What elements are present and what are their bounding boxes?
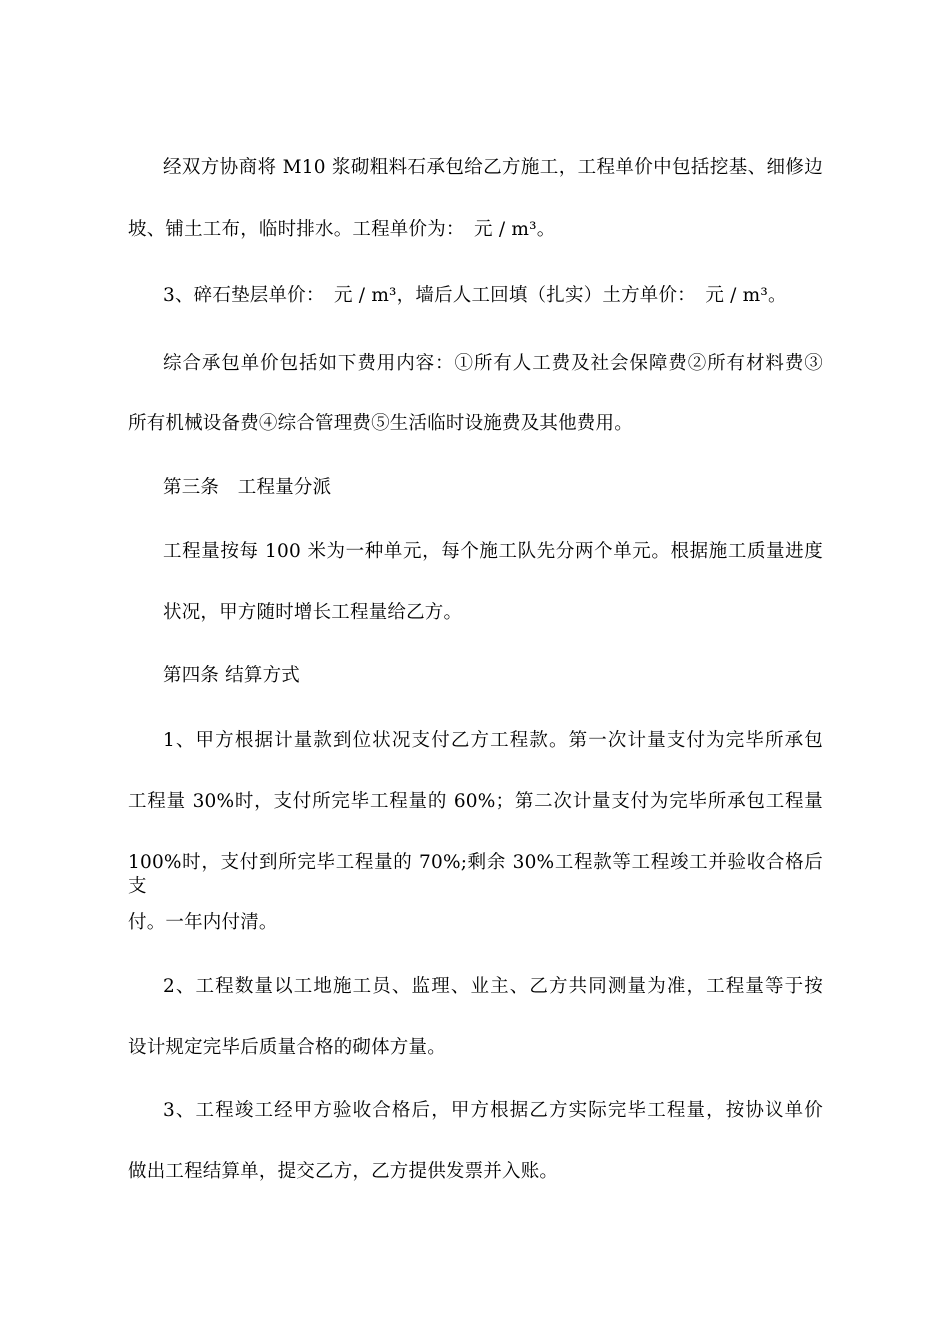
paragraph-line: 状况，甲方随时增长工程量给乙方。 [163,602,463,623]
paragraph-line: 坡、铺土工布，临时排水。工程单价为： 元 / m³。 [128,219,556,240]
paragraph-line: 综合承包单价包括如下费用内容：①所有人工费及社会保障费②所有材料费③ [163,353,823,374]
paragraph-line: 1、甲方根据计量款到位状况支付乙方工程款。第一次计量支付为完毕所承包 [163,730,823,751]
paragraph-line: 做出工程结算单，提交乙方，乙方提供发票并入账。 [128,1161,559,1182]
paragraph-line: 付。一年内付清。 [128,912,278,933]
paragraph-line: 设计规定完毕后质量合格的砌体方量。 [128,1037,446,1058]
paragraph-line: 工程量按每 100 米为一种单元，每个施工队先分两个单元。根据施工质量进度 [163,541,823,562]
paragraph-line: 工程量 30%时，支付所完毕工程量的 60%；第二次计量支付为完毕所承包工程量 [128,791,823,812]
paragraph-line: 100%时，支付到所完毕工程量的 70%;剩余 30%工程款等工程竣工并验收合格后支 [128,852,823,897]
section-heading: 第四条 结算方式 [163,665,300,686]
paragraph-line: 3、工程竣工经甲方验收合格后，甲方根据乙方实际完毕工程量，按协议单价 [163,1100,823,1121]
paragraph-line: 3、碎石垫层单价： 元 / m³，墙后人工回填（扎实）土方单价： 元 / m³。 [163,285,787,306]
paragraph-line: 经双方协商将 M10 浆砌粗料石承包给乙方施工，工程单价中包括挖基、细修边 [163,157,823,178]
section-heading: 第三条 工程量分派 [163,477,332,498]
paragraph-line: 所有机械设备费④综合管理费⑤生活临时设施费及其他费用。 [128,413,633,434]
paragraph-line: 2、工程数量以工地施工员、监理、业主、乙方共同测量为准，工程量等于按 [163,976,823,997]
